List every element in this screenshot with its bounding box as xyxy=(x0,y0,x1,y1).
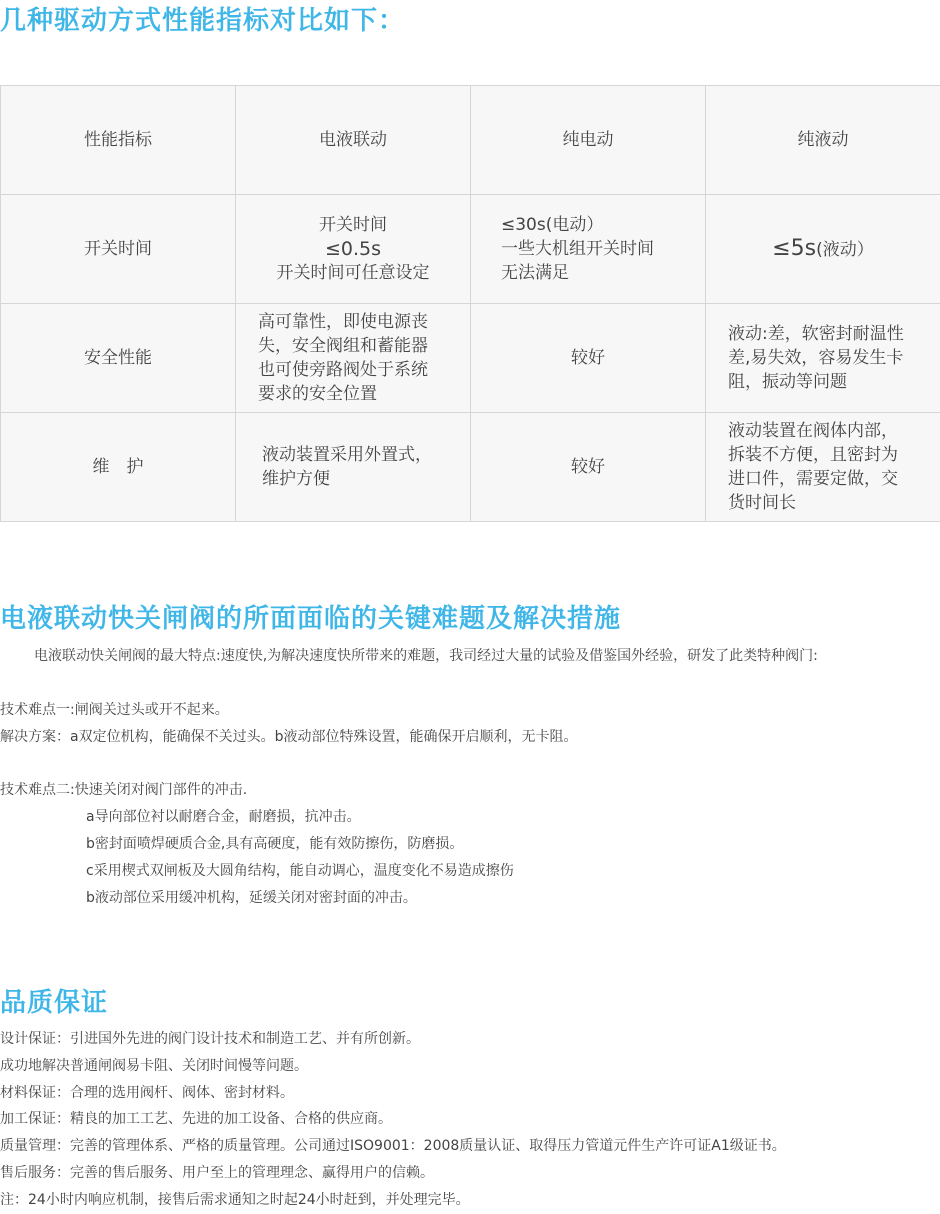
cell-line: 高可靠性，即使电源丧 xyxy=(258,310,456,334)
section-title-drive-comparison: 几种驱动方式性能指标对比如下： xyxy=(0,0,405,37)
row-label: 维 护 xyxy=(1,413,236,522)
cell-line: 阻，振动等问题 xyxy=(728,370,926,394)
quality-item: 加工保证：精良的加工工艺、先进的加工设备、合格的供应商。 xyxy=(0,1106,786,1133)
quality-item: 注：24小时内响应机制，接售后需求通知之时起24小时赶到，并处理完毕。 xyxy=(0,1187,786,1214)
cell-line: 液动:差，软密封耐温性 xyxy=(728,322,926,346)
cell-line: 液动装置采用外置式， xyxy=(262,443,456,467)
section-title-quality-assurance: 品质保证 xyxy=(0,982,108,1019)
intro-paragraph xyxy=(34,643,818,670)
table-row xyxy=(1,304,940,413)
measure-item: b液动部位采用缓冲机构，延缓关闭对密封面的冲击。 xyxy=(0,885,577,912)
cell-line: 差,易失效，容易发生卡 xyxy=(728,346,926,370)
cell-line: 液动装置在阀体内部， xyxy=(728,419,926,443)
technical-difficulties xyxy=(0,697,577,911)
header-cell: 电液联动 xyxy=(236,86,471,195)
cell-line: 维护方便 xyxy=(262,467,456,491)
cell-line: 开关时间可任意设定 xyxy=(236,261,470,285)
cell-line: 一些大机组开关时间 xyxy=(501,237,691,261)
header-cell: 纯电动 xyxy=(471,86,706,195)
table-cell xyxy=(236,413,471,522)
cell-line: 进口件，需要定做，交 xyxy=(728,467,926,491)
cell-line: 也可使旁路阀处于系统 xyxy=(258,358,456,382)
comparison-table xyxy=(0,85,940,522)
cell-line: 无法满足 xyxy=(501,261,691,285)
table-row xyxy=(1,413,940,522)
table-cell: 较好 xyxy=(471,304,706,413)
table-cell xyxy=(706,195,940,304)
table-header-row xyxy=(1,86,940,195)
quality-item: 售后服务：完善的售后服务、用户至上的管理理念、赢得用户的信赖。 xyxy=(0,1160,786,1187)
cell-value: ≤5s xyxy=(772,236,816,261)
difficulty-two: 技术难点二:快速关闭对阀门部件的冲击. xyxy=(0,777,577,804)
quality-item: 成功地解决普通闸阀易卡阻、关闭时间慢等问题。 xyxy=(0,1053,786,1080)
header-cell: 纯液动 xyxy=(706,86,940,195)
measure-item: a导向部位衬以耐磨合金，耐磨损，抗冲击。 xyxy=(0,804,577,831)
quality-item: 质量管理：完善的管理体系、严格的质量管理。公司通过ISO9001：2008质量认证、取得压力管道元件生产许可证A1级证书。 xyxy=(0,1133,786,1160)
cell-line: 拆装不方便，且密封为 xyxy=(728,443,926,467)
cell-line: ≤30s(电动） xyxy=(501,213,691,237)
quality-list xyxy=(0,1026,786,1214)
header-cell: 性能指标 xyxy=(1,86,236,195)
table-cell xyxy=(236,304,471,413)
cell-line: 货时间长 xyxy=(728,491,926,515)
row-label: 安全性能 xyxy=(1,304,236,413)
difficulty-one: 技术难点一:闸阀关过头或开不起来。 xyxy=(0,697,577,724)
intro-text: 电液联动快关闸阀的最大特点:速度快,为解决速度快所带来的难题，我司经过大量的试验及借鉴国外经验，研发了此类特种阀门: xyxy=(34,643,818,670)
cell-suffix: (液动） xyxy=(816,240,874,260)
cell-line: 失，安全阀组和蓄能器 xyxy=(258,334,456,358)
quality-item: 材料保证：合理的选用阀杆、阀体、密封材料。 xyxy=(0,1080,786,1107)
quality-item: 设计保证：引进国外先进的阀门设计技术和制造工艺、并有所创新。 xyxy=(0,1026,786,1053)
table-cell xyxy=(471,195,706,304)
table-cell xyxy=(236,195,471,304)
solution-one: 解决方案：a双定位机构，能确保不关过头。b液动部位特殊设置，能确保开启顺利，无卡阻。 xyxy=(0,724,577,751)
cell-line: 要求的安全位置 xyxy=(258,382,456,406)
cell-line: 开关时间 xyxy=(236,213,470,237)
section-title-key-problems: 电液联动快关闸阀的所面面临的关键难题及解决措施 xyxy=(0,598,621,635)
measure-item: c采用楔式双闸板及大圆角结构，能自动调心，温度变化不易造成擦伤 xyxy=(0,858,577,885)
table-row xyxy=(1,195,940,304)
measure-item: b密封面喷焊硬质合金,具有高硬度，能有效防擦伤，防磨损。 xyxy=(0,831,577,858)
table-cell xyxy=(706,304,940,413)
cell-line: ≤0.5s xyxy=(236,237,470,261)
table-cell xyxy=(706,413,940,522)
table-cell: 较好 xyxy=(471,413,706,522)
row-label: 开关时间 xyxy=(1,195,236,304)
